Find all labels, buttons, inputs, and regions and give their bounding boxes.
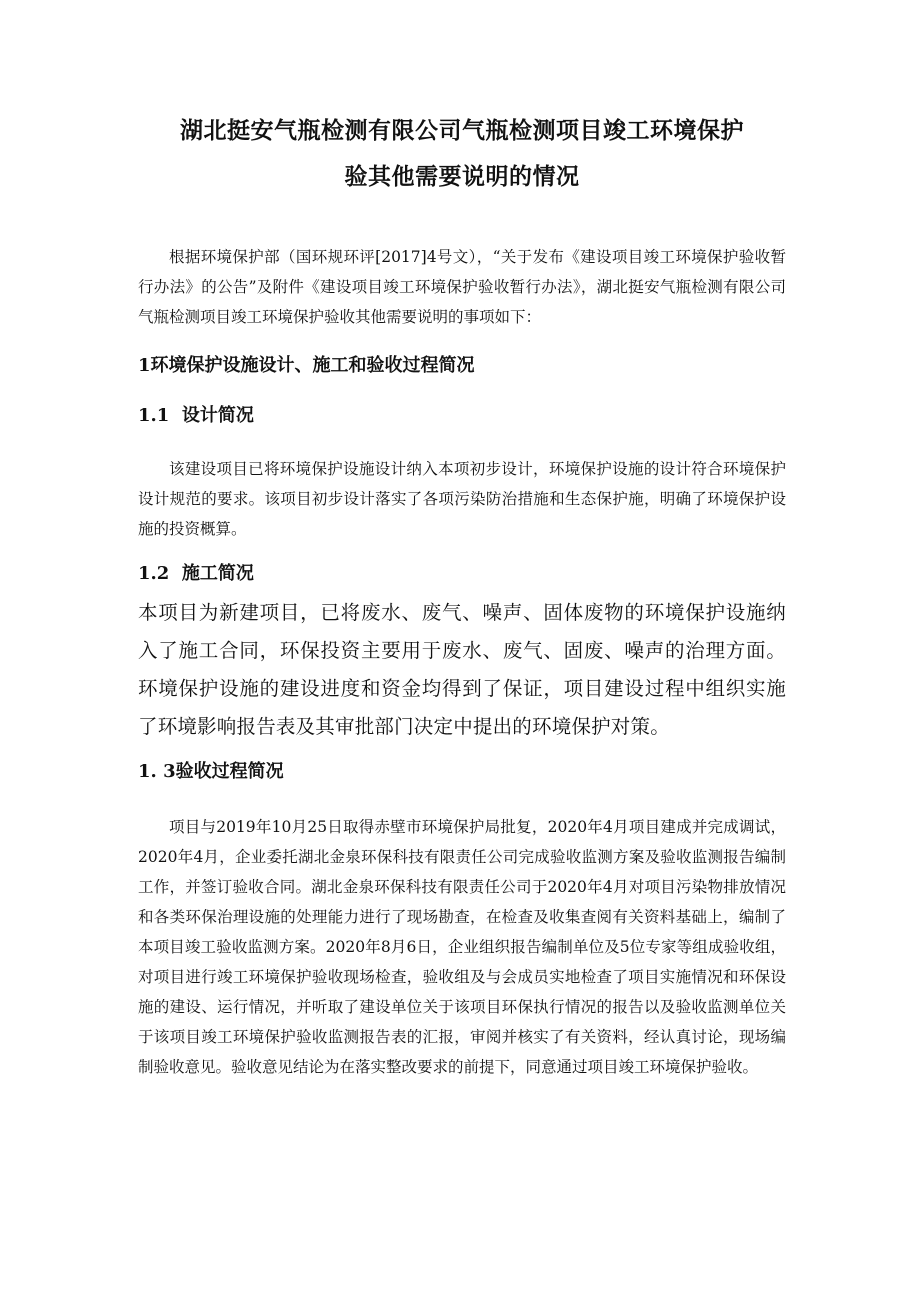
section-1-title: 环境保护设施设计、施工和验收过程简况 [150, 355, 475, 376]
intro-paragraph: 根据环境保护部（国环规环评[2017]4号文），“关于发布《建设项目竣工环境保护验收暂行办法》的公告”及附件《建设项目竣工环境保护验收暂行办法》，湖北挺安气瓶检测有限公司气瓶检测项目竣工环境保护验收其他需要说明的事项如下： [138, 248, 786, 326]
section-1-3-heading [138, 752, 786, 792]
section-1-1-title: 设计简况 [181, 405, 254, 426]
document-page [138, 108, 786, 1082]
section-1-3-number-suffix: 3 [163, 761, 176, 782]
title-line-2: 验其他需要说明的情况 [344, 164, 580, 190]
section-1-2-heading [138, 554, 786, 594]
section-1-2-title: 施工简况 [181, 563, 254, 584]
construction-paragraph: 本项目为新建项目，已将废水、废气、噪声、固体废物的环境保护设施纳入了施工合同，环保投资主要用于废水、废气、固废、噪声的治理方面。环境保护设施的建设进度和资金均得到了保证，项目建设过程中组织实施了环境影响报告表及其审批部门决定中提出的环境保护对策。 [138, 601, 786, 738]
section-1-heading [138, 346, 786, 386]
section-1-3-number-prefix: 1. [138, 761, 157, 782]
design-paragraph: 该建设项目已将环境保护设施设计纳入本项初步设计，环境保护设施的设计符合环境保护设计规范的要求。该项目初步设计落实了各项污染防治措施和生态保护施，明确了环境保护设施的投资概算。 [138, 460, 786, 538]
section-1-number: 1 [138, 355, 151, 376]
document-title [138, 108, 786, 200]
section-1-1-number: 1.1 [138, 405, 170, 426]
section-1-3-title: 验收过程简况 [175, 761, 284, 782]
section-1-1-heading [138, 396, 786, 436]
acceptance-paragraph: 项目与2019年10月25日取得赤壁市环境保护局批复，2020年4月项目建成并完成调试，2020年4月，企业委托湖北金泉环保科技有限责任公司完成验收监测方案及验收监测报告编制工作，并签订验收合同。湖北金泉环保科技有限责任公司于2020年4月对项目污染物排放情况和各类环保治理设施的处理能力进行了现场勘查，在检查及收集查阅有关资料基础上，编制了本项目竣工验收监测方案。2020年8月6日，企业组织报告编制单位及5位专家等组成验收组，对项目进行竣工环境保护验收现场检查，验收组及与会成员实地检查了项目实施情况和环保设施的建设、运行情况，并听取了建设单位关于该项目环保执行情况的报告以及验收监测单位关于该项目竣工环境保护验收监测报告表的汇报，审阅并核实了有关资料，经认真讨论，现场编制验收意见。验收意见结论为在落实整改要求的前提下，同意通过项目竣工环境保护验收。 [138, 818, 786, 1076]
title-line-1: 湖北挺安气瓶检测有限公司气瓶检测项目竣工环境保护 [180, 118, 744, 144]
section-1-2-number: 1.2 [138, 563, 170, 584]
